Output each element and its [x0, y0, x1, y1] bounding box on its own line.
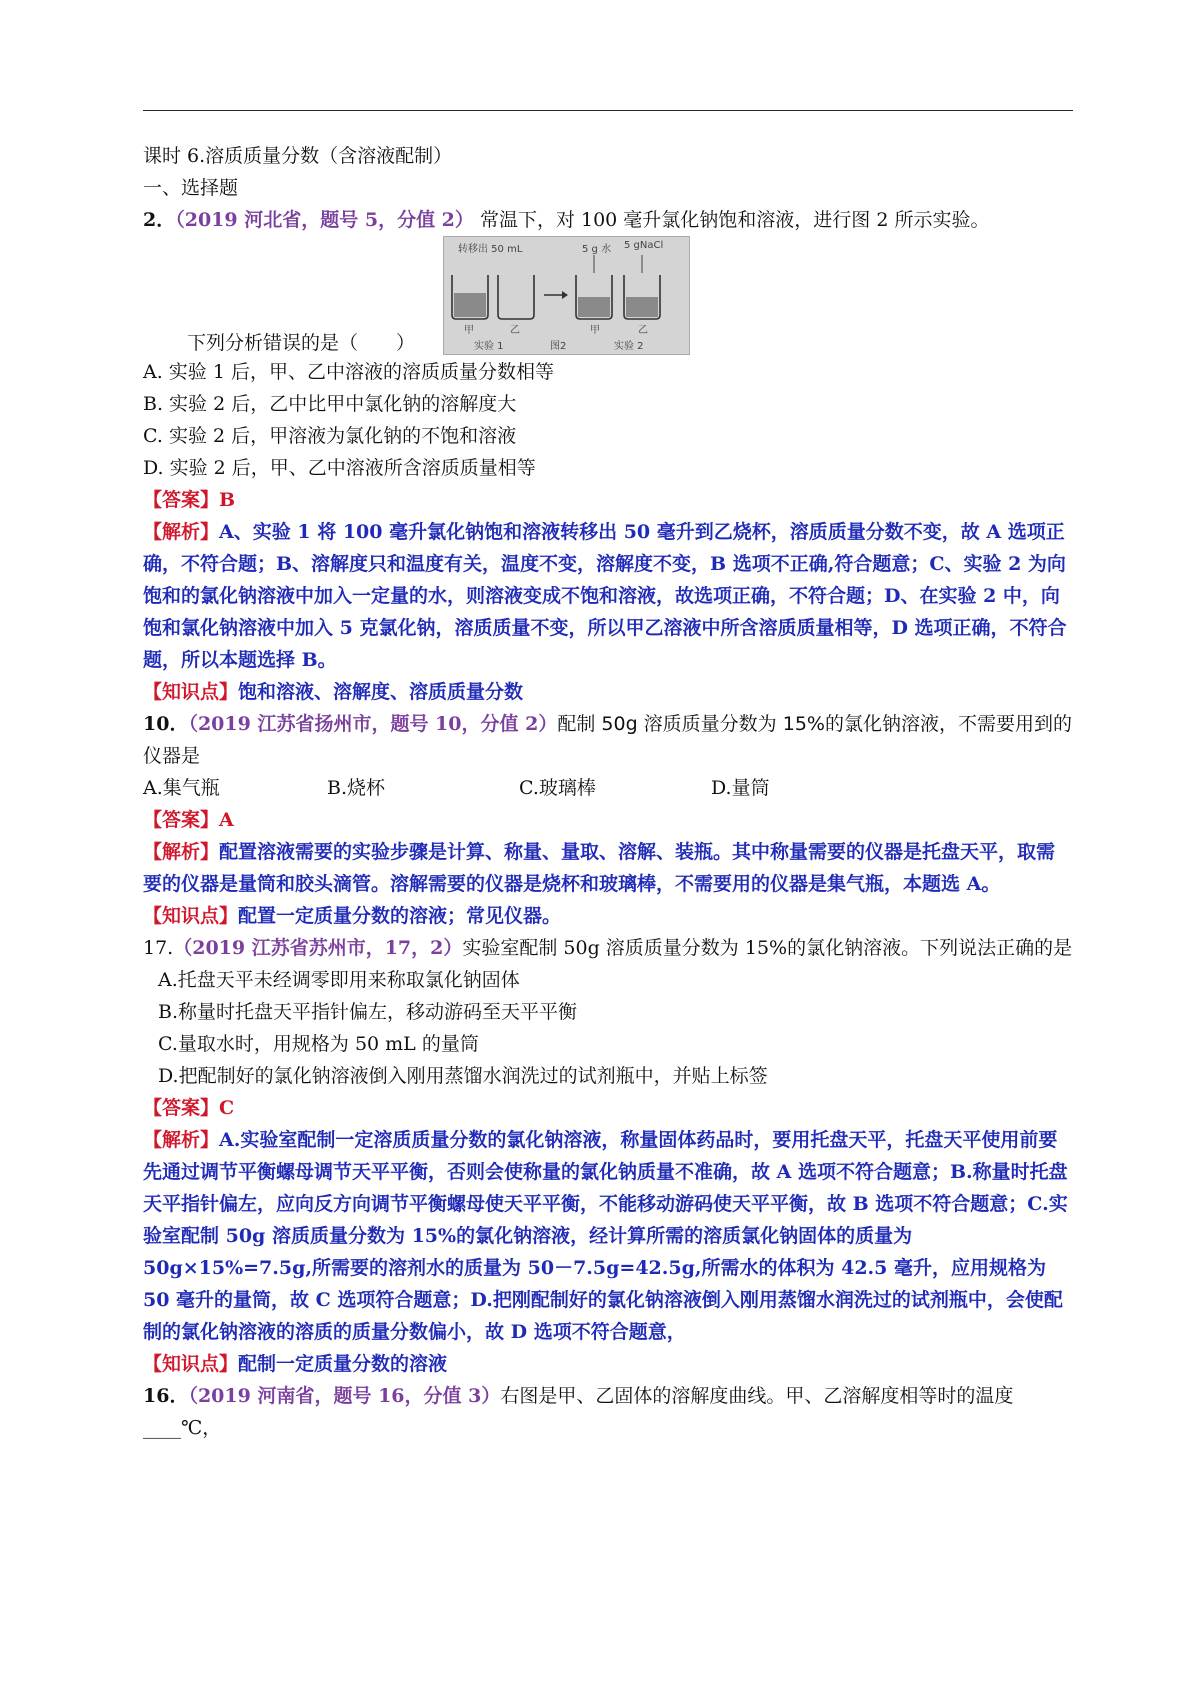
option-d: D.把配制好的氯化钠溶液倒入刚用蒸馏水润洗过的试剂瓶中，并贴上标签: [158, 1065, 768, 1087]
question-text: 的氯化钠溶液，不需要用到的仪器是: [143, 713, 1072, 767]
knowledge-point-tag: 【知识点】: [143, 905, 239, 927]
question-16-stem: [143, 1380, 1073, 1444]
knowledge-point-tag: 【知识点】: [143, 1353, 239, 1375]
answer-line: [143, 1092, 1073, 1124]
option-a: A.托盘天平未经调零即用来称取氯化钠固体: [158, 969, 520, 991]
question-text: 配制: [557, 713, 602, 735]
question-number: 17.: [143, 937, 174, 959]
option-c: C.量取水时，用规格为 50 mL 的量筒: [158, 1033, 479, 1055]
question-number: 2．: [143, 209, 176, 231]
question-2-figure-row: [143, 236, 1073, 356]
question-10-options: [143, 772, 1073, 804]
knowledge-point-tag: 【知识点】: [143, 681, 239, 703]
question-text: 实验室配制 50g 溶质质量分数为 15%的氯化钠溶液。下列说法正确的是: [462, 937, 1073, 959]
analysis-tag: 【解析】: [143, 841, 220, 863]
question-2-prompt: 下列分析错误的是（ ）: [187, 332, 416, 354]
figure-label: 实验 2: [614, 341, 644, 352]
analysis-block: [143, 1124, 1073, 1348]
option-b: B.称量时托盘天平指针偏左，移动游码至天平平衡: [158, 1001, 578, 1023]
knowledge-point-line: [143, 1348, 1073, 1380]
figure-label: 甲: [590, 325, 600, 336]
question-source: （2019 河北省，题号 5，分值 2）: [175, 209, 474, 231]
option-d: D.量筒: [711, 777, 770, 799]
figure-label: 乙: [510, 325, 520, 336]
answer-tag: 【答案】: [143, 489, 220, 511]
question-text: 右图是甲、乙固体的溶解度曲线。甲、乙溶解度相等时的温度____℃，: [143, 1385, 1014, 1439]
knowledge-point-text: 饱和溶液、溶解度、溶质质量分数: [238, 681, 524, 703]
question-source: （2019 河南省，题号 16，分值 3）: [188, 1385, 501, 1407]
question-10-stem: [143, 708, 1073, 772]
answer-tag: 【答案】: [143, 1097, 220, 1119]
question-2-stem: [143, 204, 1073, 236]
knowledge-point-text: 配制一定质量分数的溶液: [238, 1353, 448, 1375]
question-text: 常温下，对 100 毫升氯化钠饱和溶液，进行图 2 所示实验。: [473, 209, 990, 231]
answer-line: [143, 484, 1073, 516]
knowledge-point-line: [143, 900, 1073, 932]
figure-label: 甲: [464, 325, 474, 336]
analysis-text: A、实验 1 将 100 毫升氯化钠饱和溶液转移出 50 毫升到乙烧杯，溶质质量分数不变，故 A 选项正确，不符合题；B、溶解度只和温度有关，温度不变，溶解度不变，B 选项不正确,符合题意；C、实验 2 为向饱和的氯化钠溶液中加入一定量的水，则溶液变成不饱和溶液，故选项正确，不符合题；D、在实验 2 中，向饱和氯化钠溶液中加入 5 克氯化钠，溶质质量不变，所以甲乙溶液中所含溶质质量相等，D 选项正确，不符合题，所以本题选择 B。: [143, 521, 1067, 671]
option-c: C.玻璃棒: [519, 777, 596, 799]
question-number: 10．: [143, 713, 189, 735]
knowledge-point-line: [143, 676, 1073, 708]
option-a: A. 实验 1 后，甲、乙中溶液的溶质质量分数相等: [143, 361, 554, 383]
section-heading: 一、选择题: [143, 177, 239, 199]
analysis-tag: 【解析】: [143, 1129, 220, 1151]
question-source: （2019 江苏省扬州市，题号 10，分值 2）: [188, 713, 558, 735]
analysis-text: 配置溶液需要的实验步骤是计算、称量、量取、溶解、装瓶。其中称量需要的仪器是托盘天平，取需要的仪器是量筒和胶头滴管。溶解需要的仪器是烧杯和玻璃棒，不需要用的仪器是集气瓶，本题选 A。: [143, 841, 1056, 895]
analysis-text: A.实验室配制一定溶质质量分数的氯化钠溶液，称量固体药品时，要用托盘天平，托盘天平使用前要先通过调节平衡螺母调节天平平衡，否则会使称量的氯化钠质量不准确，故 A 选项不符合题意；B.称量时托盘天平指针偏左，应向反方向调节平衡螺母使天平平衡，不能移动游码使天平平衡，故 B 选项不符合题意；C.实验室配制 50g 溶质质量分数为 15%的氯化钠溶液，经计算所需的溶质氯化钠固体的质量为 50g×15%=7.5g,所需要的溶剂水的质量为 50－7.5g=42.5g,所需水的体积为 42.5 毫升，应用规格为 50 毫升的量筒，故 C 选项符合题意；D.把刚配制好的氯化钠溶液倒入刚用蒸馏水润洗过的试剂瓶中，会使配制的氯化钠溶液的溶质的质量分数偏小，故 D 选项不符合题意，: [143, 1129, 1068, 1343]
answer-value: C: [219, 1097, 235, 1119]
option-c: C. 实验 2 后，甲溶液为氯化钠的不饱和溶液: [143, 425, 517, 447]
header-rule: [143, 110, 1073, 111]
option-d: D. 实验 2 后，甲、乙中溶液所含溶质质量相等: [143, 457, 536, 479]
figure-label: 转移出 50 mL: [458, 244, 523, 255]
figure-label: 乙: [638, 325, 648, 336]
figure-label: 5 gNaCl: [624, 240, 664, 251]
analysis-tag: 【解析】: [143, 521, 220, 543]
option-b: B.烧杯: [327, 777, 386, 799]
answer-tag: 【答案】: [143, 809, 220, 831]
option-a: A.集气瓶: [143, 777, 220, 799]
question-text: 溶质质量分数为: [637, 713, 783, 735]
experiment-figure: [443, 236, 690, 355]
figure-label: 图2: [550, 341, 567, 352]
knowledge-point-text: 配置一定质量分数的溶液；常见仪器。: [238, 905, 562, 927]
answer-value: A: [219, 809, 234, 831]
figure-label: 实验 1: [474, 341, 504, 352]
analysis-block: [143, 836, 1073, 900]
question-text: 15%: [782, 713, 825, 735]
question-text: 50g: [601, 713, 638, 735]
page-title: 课时 6.溶质质量分数（含溶液配制）: [143, 145, 453, 167]
question-source: （2019 江苏省苏州市，17，2）: [173, 937, 463, 959]
question-17-stem: [143, 932, 1073, 964]
figure-label: 5 g 水: [582, 244, 612, 255]
answer-line: [143, 804, 1073, 836]
analysis-block: [143, 516, 1073, 676]
answer-value: B: [219, 489, 236, 511]
option-b: B. 实验 2 后，乙中比甲中氯化钠的溶解度大: [143, 393, 517, 415]
question-number: 16．: [143, 1385, 189, 1407]
document-body: [143, 140, 1073, 1444]
